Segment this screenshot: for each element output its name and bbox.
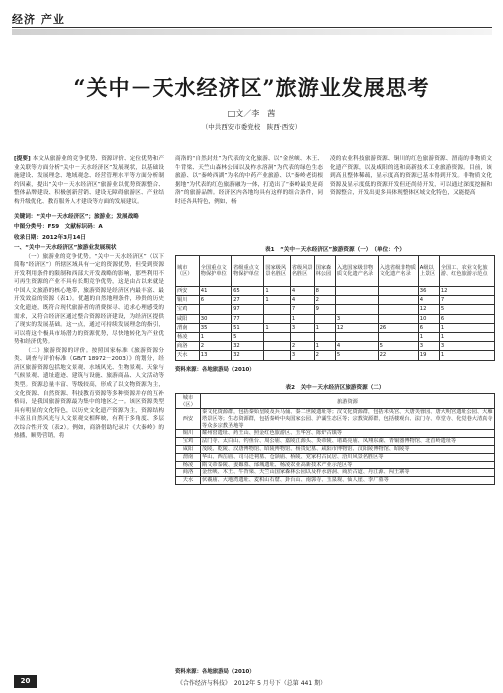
table-cell: 1 [264,287,290,296]
journal-footer: 《合作经济与科技》 2012年 5 月号下（总第 441 期） [176,680,327,687]
table-row [176,351,495,360]
table-cell: 6 [199,296,231,305]
body-paragraph: 一、“关中－天水经济区”旅游业发展现状 [14,245,117,252]
table-cell: 41 [199,287,231,296]
table-cell: 32 [232,342,264,351]
table2-source: 资料来源：各地旅游局（2010） [175,669,255,675]
table-row [176,323,495,332]
table-cell [378,314,418,323]
table2 [175,393,495,485]
table-cell: 渭南 [176,323,200,332]
table-cell [199,305,231,314]
table-cell: 1 [439,332,494,341]
table-cell: 金丝峡、木王、牛背梁、天竺山国家森林公园以及柞水溶洞、商於古道、丹江源、闯王寨等 [201,469,495,477]
column-middle [175,155,323,206]
table-cell: 97 [232,305,264,314]
table-cell: 12 [335,323,378,332]
table-header-cell: A级以上景区 [418,256,439,287]
table-cell [335,332,378,341]
table-cell [264,332,290,341]
table-cell: 19 [418,351,439,360]
table-cell: 5 [335,351,378,360]
table-cell: 4 [418,296,439,305]
table-cell [290,332,314,341]
table-cell: 隋文帝泰陵、姜嫄墓、邰城遗址、杨凌农业高新技术产业示范区等 [201,461,495,469]
table-cell: 8 [314,287,335,296]
table-cell: 1 [314,342,335,351]
header-band [12,29,492,35]
table-cell: 天水 [176,351,200,360]
table-cell: 耀州窑遗址、药王山、照金红色旅游区、玉华宫、陈炉古镇等 [201,430,495,438]
table1-body [176,287,495,361]
classification: 中图分类号：F59 文献标识码：A [14,224,103,231]
table-cell: 杨凌 [176,461,201,469]
table-cell: 天水 [176,477,201,485]
table-cell: 2 [199,342,231,351]
body-paragraph: （一）旅游业的竞争优势。“关中－天水经济区”（以下简称“经济区”）所辖区域具有一定的资源优势，但受到资源开发利用条件的限制和西部大开发战略的影响，那些利用不可再生资源的产业不具有长期竞争优势，这是由占以来就是中国人文旅游的核心地带，旅游资源是经济区内最丰富、最开发效益的资源（表1）。优越的自然地理条件，珍贵的历史文化遗迹，既符合现代旅游者的消费探寻、追求心理感受的需求，又符合经济区通过整合资源经济建设，为经济区提供了现实的发展基础。这一点，通过可持续发展理念的指引，可以将这个极具市场潜力的资源优势，尽快地转化为产业优势和经济优势。 [14,253,164,346]
table-cell [335,287,378,296]
article-title: “关中－天水经济区”旅游业发展思考 [73,75,430,100]
table-cell: 3 [439,342,494,351]
table-cell: 商洛 [176,342,200,351]
table-row [176,332,495,341]
table-cell: 商洛 [176,469,201,477]
table-cell: 法门寺、太白山、钓鱼台、周公庙、嘉陵江源头、炎帝陵、诸葛亮庙、凤翔东湖、青铜器博物馆、北首岭遗址等 [201,438,495,446]
keywords: 关键词：“关中－天水经济区”；旅游业；发展战略 [14,213,139,220]
table-row [176,438,495,446]
table-row [176,430,495,438]
table-cell: 9 [314,305,335,314]
table-row [176,477,495,485]
table-cell [335,296,378,305]
table-cell: 宝鸡 [176,438,201,446]
table-cell: 6 [418,323,439,332]
abstract-text: 本文从旅游业的竞争优势、资源评价、定位优势和产业关联等方面分析“关中－天水经济区”发展现状，以基础设施建设、发展理念、地域观念、经营管理水平等方面分析制约因素，提出“关中－天水经济区”旅游业以优势资源整合、整体品牌建设、积极创新营销、建设无障碍旅游区、产业结构升级优化、教育服务人才建设等方面的发展建议。 [14,156,164,205]
table1-caption: 表1 “关中－天水经济区”旅游资源（一） （单位：个） [265,247,405,253]
table-cell: 华山、西岳庙、司马迁祠墓、仓颉庙、桥陵、党家村古民居、洽川风景名胜区等 [201,453,495,461]
body-paragraph: 凌的农业科技旅游资源、铜川的红色旅游资源、渭南的非物质文化遗产资源，以及咸阳的选和高新技术工业旅游资源。目前，该到高且整体稀疏，显示度高的资源已基本得到开发。非物质文化资源及显示度低的资源开发但还尚待开发，可以通过深度挖掘和资源整合，开发出更多具体现整体区域文化特色，又能提高 [330,156,492,197]
table-cell [314,314,335,323]
table-cell: 3 [418,342,439,351]
table-row [176,305,495,314]
column-left [14,155,164,441]
column-right [330,155,492,198]
table-header-cell: 入选省级非物质文化遗产名录 [378,256,418,287]
table2-caption: 表2 关中－天水经济区旅游资源（二） [285,385,385,391]
table-header-cell: 全国工、农业文化旅游、红色旅游示范点 [439,256,494,287]
table-cell: 36 [418,287,439,296]
table-cell: 27 [232,296,264,305]
body-paragraph: （二）旅游资源的评价。按照国家标准《旅游资源分类、调查与评价标准（GB/T 18972－2003）》的划分，经济区旅游资源包括地文景观、水域风光、生物景观、天象与气候景观、遗址遗迹、建筑与设施、旅游商品、人文活动等类型。资源总量丰富、等级较高，形成了以文物资源为主，文化资源、自然资源、科技教育资源等多种资源并存的互补格局，是我国旅游资源最为集中的地区之一。该区资源类型具有明显的文化特色，以历史文化遗产资源为主，资源结构丰富且自然风光与人文景观交相辉映，有利于多角度、多层次综合性开发（表2）。例如，商洛借助纪录片《大秦岭》的热播，顺势营销，将 [14,347,164,440]
table2-body [176,409,495,485]
table-row [176,409,495,430]
table-row [176,453,495,461]
table-cell: 10 [418,314,439,323]
table-cell: 32 [232,351,264,360]
table-header-cell: 入选国家级非物质文化遗产名录 [335,256,378,287]
table-cell: 12 [439,287,494,296]
table-cell: 5 [232,332,264,341]
abstract [14,155,164,207]
table-cell: 1 [418,332,439,341]
table-cell: 5 [378,342,418,351]
table-cell: 12 [418,305,439,314]
table-cell: 杨凌 [176,332,200,341]
table-cell: 3 [290,323,314,332]
table-cell: 茂陵、乾陵、汉唐博物馆、昭陵博物馆、杨贵妃墓、咸阳市博物馆、汉阳陵博物馆、昭陵等 [201,445,495,453]
table-cell [378,296,418,305]
table-cell [264,351,290,360]
table-row [176,287,495,296]
column-left-body [14,244,164,441]
table-row [176,445,495,453]
table-cell [314,332,335,341]
table-cell [335,305,378,314]
table-cell: 2 [314,351,335,360]
table-cell: 1 [314,323,335,332]
table-cell: 4 [290,296,314,305]
table-cell [378,332,418,341]
table-cell [378,305,418,314]
table-cell: 铜川 [176,296,200,305]
author: □文／李 茜 [227,109,276,118]
affiliation: （中共西安市委党校 陕西·西安） [201,123,302,131]
table-row [176,314,495,323]
table-cell: 1 [439,351,494,360]
table-cell: 咸阳 [176,445,201,453]
table-row [176,461,495,469]
table-cell: 6 [439,314,494,323]
table-row [176,342,495,351]
table-header-cell: 省级风景名胜区 [290,256,314,287]
table-cell: 1 [290,314,314,323]
abstract-label: [提要] [14,156,31,162]
table-cell: 2 [314,296,335,305]
table-cell [264,314,290,323]
table-cell: 4 [335,342,378,351]
section-label: 经济 产业 [12,13,65,26]
table-row [176,296,495,305]
table-cell: 西安 [176,409,201,430]
table-header-cell: 城市（区） [176,394,201,409]
table-cell [378,287,418,296]
table-cell: 1 [264,296,290,305]
table1-header-row [176,256,495,287]
table-cell: 伏羲庙、大地湾遗址、麦积山石窟、卦台山、南郭寺、玉泉观、仙人崖、李广墓等 [201,477,495,485]
table-cell: 3 [290,351,314,360]
table-header-cell: 旅游资源 [201,394,495,409]
table-cell: 3 [335,314,378,323]
table-cell: 咸阳 [176,314,200,323]
table-cell: 51 [232,323,264,332]
received-date: 收录日期：2012年3月14日 [14,234,86,241]
table-cell: 77 [232,314,264,323]
table-cell: 1 [439,323,494,332]
body-paragraph: 商洛的“自然封灶”为代表的文化旅游、以“金丝峡、木王、牛背梁、天竺山森林公园以及柞水溶洞”为代表的绿色生态旅游、以“秦岭西湖”为名的中药产业旅游、以“秦岭老街根据地”为代表的红色旅游融为一体，打造出了“秦岭最美是商洛”的旅游品牌。经济区内各地均具有这样的组合条件，同时还各具特色，例如，杨 [175,156,323,205]
table-cell: 4 [290,287,314,296]
table-row [176,469,495,477]
table-cell: 渭南 [176,453,201,461]
table-header-cell: 全国重点文物保护单位 [199,256,231,287]
table-cell: 22 [378,351,418,360]
header-rule [12,27,492,28]
table-header-cell: 国家森林公园 [314,256,335,287]
table-header-cell: 省级重点文物保护单位 [232,256,264,287]
table-header-cell: 国家级风景名胜区 [264,256,290,287]
table-cell: 7 [439,296,494,305]
table-cell: 35 [199,323,231,332]
table-cell: 秦文化资源群，包括秦始皇陵及兵马俑、秦二世陵遗址等；汉文化资源群，包括未央宫、大唐芙蓉园、唐大明宫遗址公园、大雁塔景区等；生态资源群，包括秦岭中央国家公园、沪灞生态区等；宗教资源群，包括楼观台、法门寺、草堂寺、化觉巷大清真寺等众多宗教圣地等 [202,409,493,429]
table2-header-row [176,394,495,409]
table-cell: 2 [290,342,314,351]
table-cell [264,305,290,314]
table-cell: 宝鸡 [176,305,200,314]
table-cell: 7 [290,305,314,314]
table-cell: 30 [199,314,231,323]
table-header-cell: 城市（区） [176,256,200,287]
page-number: 20 [14,675,37,688]
table1 [175,255,495,361]
table-cell: 1 [264,323,290,332]
table-cell: 1 [199,332,231,341]
table-cell: 5 [439,305,494,314]
table-cell [264,342,290,351]
article-meta [14,213,164,243]
table1-source: 资料来源：各地旅游局（2010） [175,367,255,373]
table-cell: 13 [199,351,231,360]
table-cell: 65 [232,287,264,296]
table-cell: 西安 [176,287,200,296]
table-cell: 26 [378,323,418,332]
table-cell: 铜川 [176,430,201,438]
